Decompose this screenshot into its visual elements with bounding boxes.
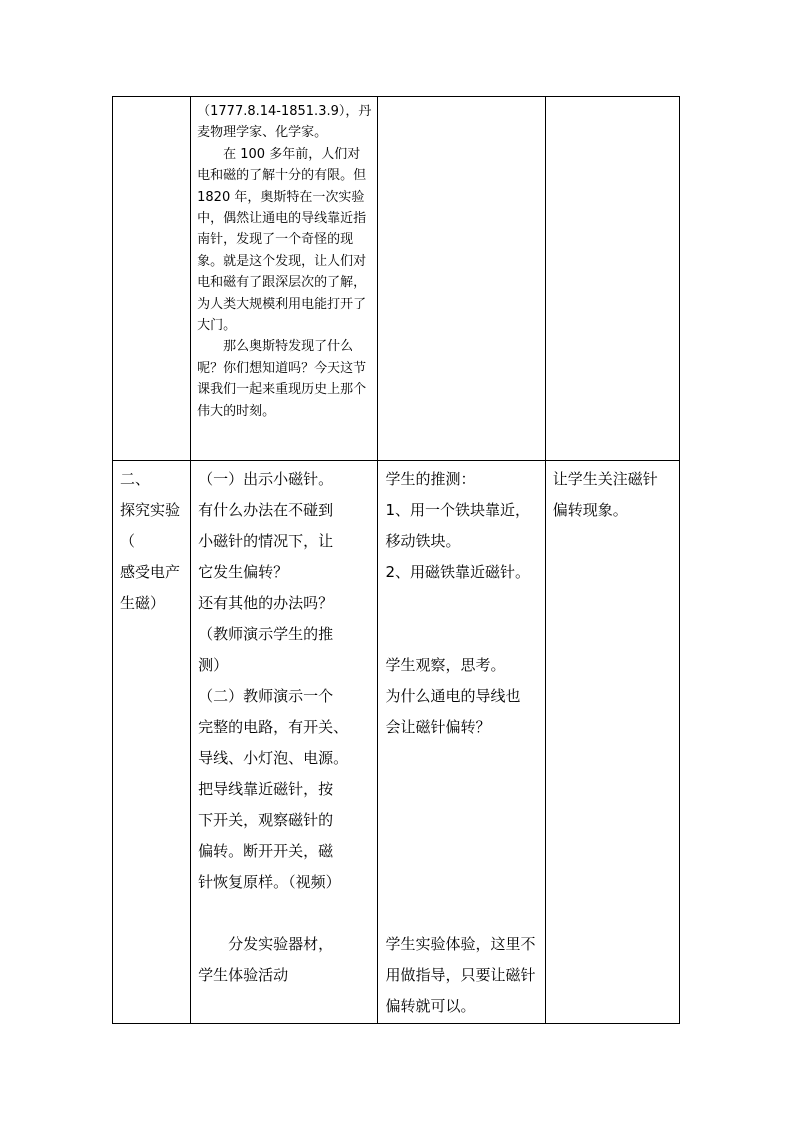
row2-stage-cell: [113, 461, 191, 1024]
teacher-line: （二）教师演示一个: [198, 687, 334, 705]
teacher-line: 针恢复原样。（视频）: [198, 873, 341, 891]
teacher-line: 分发实验器材，: [228, 935, 334, 953]
scientist-bio: （1777.8.14-1851.3.9），丹麦物理学家、化学家。: [197, 104, 372, 141]
teacher-line: 测）: [198, 656, 229, 674]
row1-stage-cell: [113, 97, 191, 461]
teacher-line: 有什么办法在不碰到: [198, 501, 334, 519]
teacher-line: 小磁针的情况下，让: [198, 532, 334, 550]
row1-intent-cell: [545, 97, 679, 461]
teacher-line: 它发生偏转？: [198, 563, 289, 581]
student-line: 偏转就可以。: [385, 997, 476, 1015]
student-line: 学生实验体验，这里不: [385, 935, 536, 953]
teacher-line: 学生体验活动: [198, 966, 289, 984]
stage-subtitle: 感受电产: [120, 563, 181, 581]
teacher-line: （一）出示小磁针。: [198, 470, 334, 488]
intent-line: 偏转现象。: [552, 501, 628, 519]
stage-title: 探究实验: [120, 501, 181, 519]
intent-line: 让学生关注磁针: [552, 470, 658, 488]
stage-number: 二、: [120, 470, 151, 488]
student-line: 移动铁块。: [385, 532, 461, 550]
student-line: 会让磁针偏转？: [385, 718, 491, 736]
teacher-line: 下开关，观察磁针的: [198, 811, 334, 829]
history-paragraph: 在 100 多年前，人们对电和磁的了解十分的有限。但 1820 年，奥斯特在一次实验中，偶然让通电的导线靠近指南针，发现了一个奇怪的现象。就是这个发现，让人们对电和磁有了跟深层次的了解，为人类大规模利用电能打开了大门。: [197, 146, 367, 334]
student-line: 学生的推测：: [385, 470, 476, 488]
stage-subtitle-close: 生磁）: [120, 594, 166, 612]
teacher-line: 导线、小灯泡、电源。: [198, 749, 349, 767]
row1-teacher-cell: [191, 97, 378, 461]
stage-subtitle-open: （: [120, 532, 136, 550]
student-line: 为什么通电的导线也: [385, 687, 521, 705]
row1-student-cell: [378, 97, 545, 461]
teacher-line: 偏转。断开开关，磁: [198, 842, 334, 860]
student-line: 用做指导，只要让磁针: [385, 966, 536, 984]
student-line: 1、用一个铁块靠近，: [385, 501, 530, 519]
row2-teacher-cell: [191, 461, 378, 1024]
student-line: 2、用磁铁靠近磁针。: [385, 563, 530, 581]
teacher-line: 把导线靠近磁针，按: [198, 780, 334, 798]
student-line: 学生观察，思考。: [385, 656, 506, 674]
teacher-line: （教师演示学生的推: [198, 625, 334, 643]
lesson-plan-table: [112, 96, 680, 1024]
question-paragraph: 那么奥斯特发现了什么呢？你们想知道吗？今天这节课我们一起来重现历史上那个伟大的时刻。: [197, 339, 367, 419]
row2-intent-cell: [545, 461, 679, 1024]
teacher-line: 还有其他的办法吗？: [198, 594, 334, 612]
teacher-line: 完整的电路，有开关、: [198, 718, 349, 736]
table-row: [113, 97, 680, 461]
row2-student-cell: [378, 461, 545, 1024]
table-row: [113, 461, 680, 1024]
